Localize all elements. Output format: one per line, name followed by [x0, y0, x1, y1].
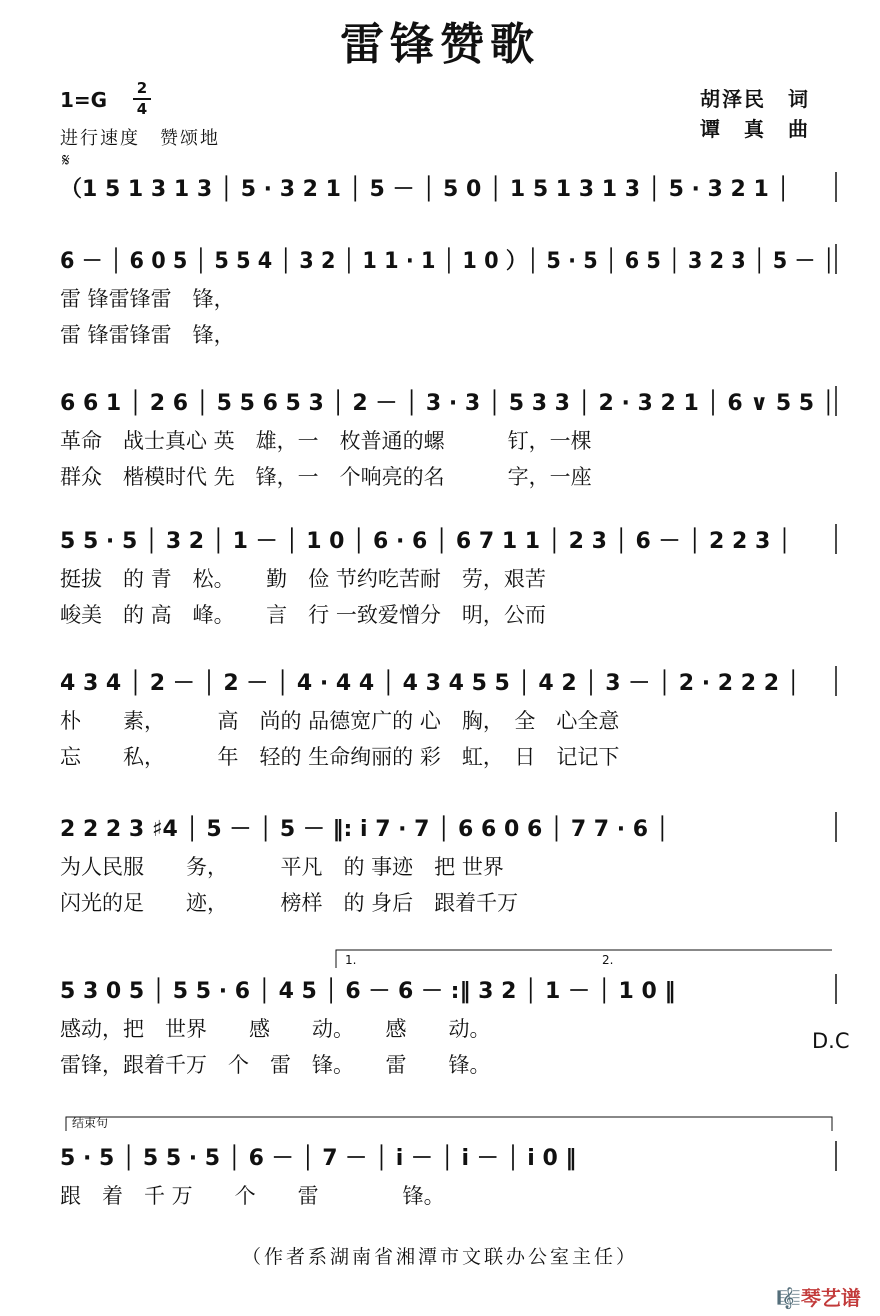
volta-bracket: [336, 950, 832, 968]
notation-row: 5 3 0 5 │ 5 5 · 6 │ 4 5 │ 6 － 6 － :‖ 3 2 │ 1 － │ 1 0 ‖: [60, 979, 676, 1004]
lyric-line: 雷 锋雷锋雷 锋，: [60, 287, 235, 311]
notation-row: 5 5 · 5 │ 3 2 │ 1 － │ 1 0 │ 6 · 6 │ 6 7 1 1 │ 2 3 │ 6 － │ 2 2 3 │: [60, 529, 792, 554]
lyric-line: 雷锋，跟着千万 个 雷 锋。 雷 锋。: [60, 1053, 491, 1077]
lyric-line: 感动，把 世界 感 动。 感 动。: [60, 1017, 491, 1041]
coda-bracket: [66, 1117, 832, 1131]
volta-2-label: 2.: [602, 953, 614, 967]
logo-icon: 🎼: [776, 1286, 801, 1310]
lyric-line: 挺拔 的 青 松。 勤 俭 节约吃苦耐 劳，艰苦: [60, 567, 546, 591]
segno-sign: 𝄋: [62, 150, 70, 171]
notation-row: 5 · 5 │ 5 5 · 5 │ 6 － │ 7 － │ i － │ i － │ i 0 ‖: [60, 1146, 577, 1171]
lyric-line: 跟 着 千 万 个 雷 锋。: [60, 1184, 445, 1208]
lyric-line: 朴 素， 高 尚的 品德宽广的 心 胸， 全 心全意: [60, 709, 620, 733]
notation-row: 6 6 1 │ 2 6 │ 5 5 6 5 3 │ 2 － │ 3 · 3 │ 5 3 3 │ 2 · 3 2 1 │ 6 ∨ 5 5 │: [60, 391, 836, 416]
watermark-logo: [776, 1282, 861, 1311]
notation-row: 2 2 2 3 ♯4 │ 5 － │ 5 － ‖: i 7 · 7 │ 6 6 0 6 │ 7 7 · 6 │: [60, 817, 669, 842]
coda-label: 结束句: [72, 1116, 109, 1130]
lyric-line: 忘 私， 年 轻的 生命绚丽的 彩 虹， 日 记记下: [60, 745, 620, 769]
tempo-marking: 进行速度 赞颂地: [60, 128, 220, 149]
lyric-line: 群众 楷模时代 先 锋，一 个响亮的名 字，一座: [60, 465, 592, 489]
lyric-line: 雷 锋雷锋雷 锋，: [60, 323, 235, 347]
time-signature-bottom: 4: [136, 100, 148, 118]
author-footnote: （作者系湖南省湘潭市文联办公室主任）: [241, 1246, 638, 1268]
volta-1-label: 1.: [345, 953, 357, 967]
da-capo-mark: D.C: [812, 1029, 850, 1053]
notation-row: 6 － │ 6 0 5 │ 5 5 4 │ 3 2 │ 1 1 · 1 │ 1 0 ）│ 5 · 5 │ 6 5 │ 3 2 3 │ 5 － │: [60, 249, 880, 274]
song-title: 雷锋赞歌: [340, 19, 540, 70]
composer-credit: 谭 真 曲: [700, 117, 810, 141]
watermark-text: 琴艺谱: [800, 1286, 861, 1310]
lyric-line: 革命 战士真心 英 雄，一 枚普通的螺 钉，一棵: [60, 429, 592, 453]
key-signature: 1=G: [60, 88, 108, 112]
lyric-line: 为人民服 务， 平凡 的 事迹 把 世界: [60, 855, 504, 879]
lyric-line: 闪光的足 迹， 榜样 的 身后 跟着千万: [60, 891, 519, 915]
notation-row: 4 3 4 │ 2 － │ 2 － │ 4 · 4 4 │ 4 3 4 5 5 │ 4 2 │ 3 － │ 2 · 2 2 2 │: [60, 671, 800, 696]
notation-row: （1 5 1 3 1 3 │ 5 · 3 2 1 │ 5 － │ 5 0 │ 1 5 1 3 1 3 │ 5 · 3 2 1 │: [60, 177, 790, 202]
time-signature-top: 2: [136, 79, 148, 97]
lyricist-credit: 胡泽民 词: [700, 87, 810, 111]
lyric-line: 峻美 的 高 峰。 言 行 一致爱憎分 明，公而: [60, 603, 546, 627]
